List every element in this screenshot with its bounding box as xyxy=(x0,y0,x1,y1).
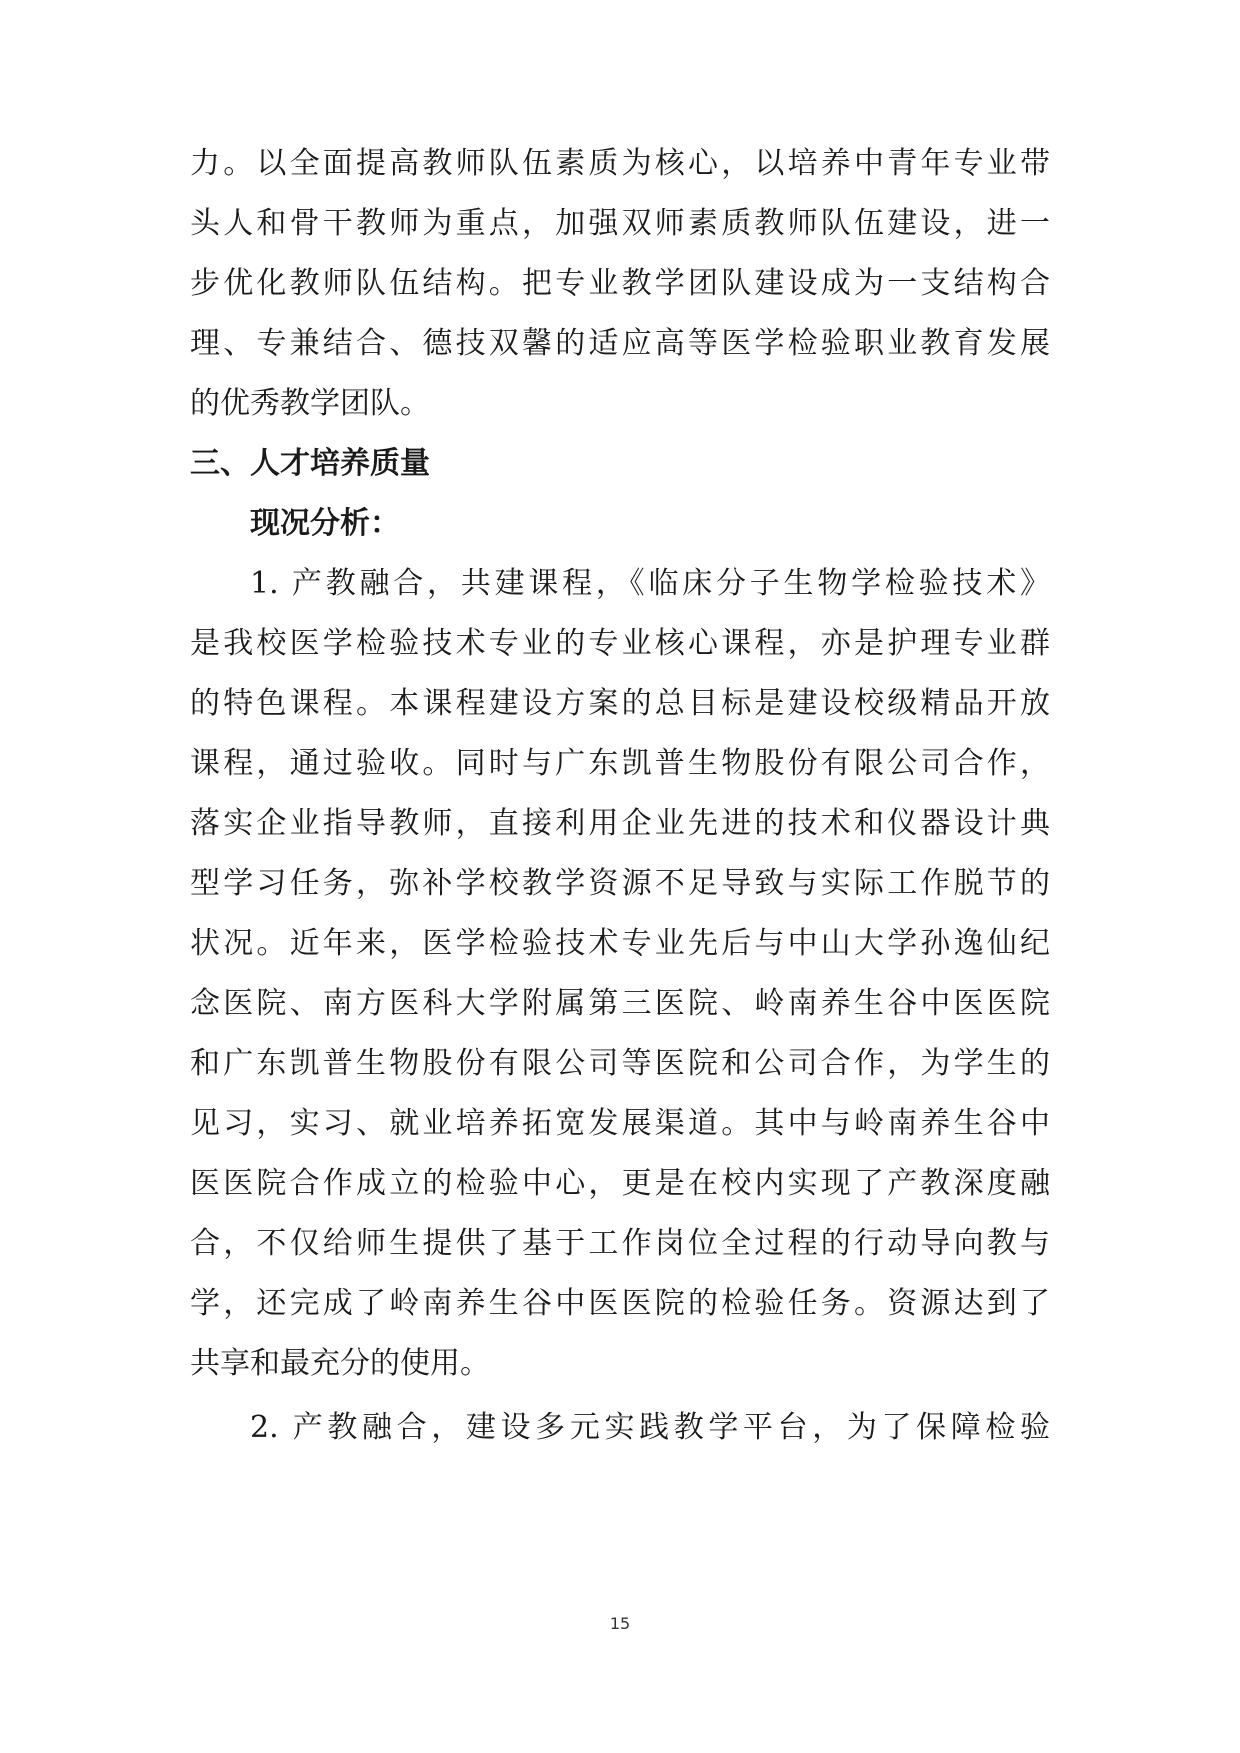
paragraph-line-11: 型学习任务，弥补学校教学资源不足导致与实际工作脱节的 xyxy=(190,866,1050,901)
paragraph-line-5: 的优秀教学团队。 xyxy=(190,386,430,421)
paragraph-line-12: 状况。近年来，医学检验技术专业先后与中山大学孙逸仙纪 xyxy=(190,926,1050,961)
paragraph-line-6: 1. 产教融合，共建课程，《临床分子生物学检验技术》 xyxy=(250,566,1050,601)
paragraph-line-8: 的特色课程。本课程建设方案的总目标是建设校级精品开放 xyxy=(190,686,1050,721)
paragraph-line-19: 共享和最充分的使用。 xyxy=(190,1346,490,1381)
page-number: 15 xyxy=(609,1614,631,1633)
paragraph-line-20: 2. 产教融合，建设多元实践教学平台，为了保障检验 xyxy=(250,1410,1050,1445)
paragraph-line-13: 念医院、南方医科大学附属第三医院、岭南养生谷中医医院 xyxy=(190,986,1050,1021)
subheading: 现况分析： xyxy=(250,506,400,541)
paragraph-line-14: 和广东凯普生物股份有限公司等医院和公司合作，为学生的 xyxy=(190,1046,1050,1081)
paragraph-line-2: 头人和骨干教师为重点，加强双师素质教师队伍建设，进一 xyxy=(190,206,1050,241)
paragraph-line-7: 是我校医学检验技术专业的专业核心课程，亦是护理专业群 xyxy=(190,626,1050,661)
paragraph-line-16: 医医院合作成立的检验中心，更是在校内实现了产教深度融 xyxy=(190,1166,1050,1201)
paragraph-line-10: 落实企业指导教师，直接利用企业先进的技术和仪器设计典 xyxy=(190,806,1050,841)
paragraph-line-9: 课程，通过验收。同时与广东凯普生物股份有限公司合作， xyxy=(190,746,1050,781)
paragraph-line-18: 学，还完成了岭南养生谷中医医院的检验任务。资源达到了 xyxy=(190,1286,1050,1321)
paragraph-line-4: 理、专兼结合、德技双馨的适应高等医学检验职业教育发展 xyxy=(190,326,1050,361)
section-heading: 三、人才培养质量 xyxy=(190,446,430,481)
paragraph-line-3: 步优化教师队伍结构。把专业教学团队建设成为一支结构合 xyxy=(190,266,1050,301)
paragraph-line-15: 见习，实习、就业培养拓宽发展渠道。其中与岭南养生谷中 xyxy=(190,1106,1050,1141)
paragraph-line-1: 力。以全面提高教师队伍素质为核心，以培养中青年专业带 xyxy=(190,146,1050,181)
paragraph-line-17: 合，不仅给师生提供了基于工作岗位全过程的行动导向教与 xyxy=(190,1226,1050,1261)
